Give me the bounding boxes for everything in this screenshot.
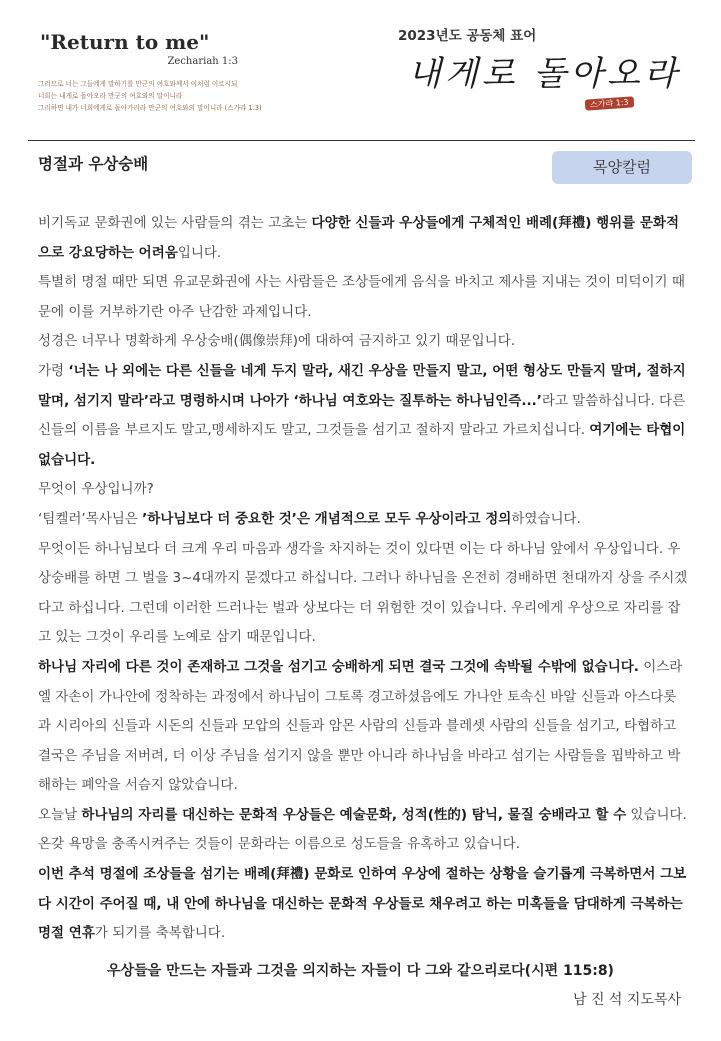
- column-badge: 목양칼럼: [552, 151, 692, 184]
- verse-reference: Zechariah 1:3: [167, 56, 238, 67]
- body-text: 있습니다. 온갖 욕망을 충족시켜주는 것들이 문화라는 이름으로 성도들을 유혹하고 있습니다.: [38, 806, 687, 853]
- emphasized-text: 여기에는 타협이 없습니다.: [38, 422, 686, 468]
- emphasized-text: ’하나님보다 더 중요한 것’은 개념적으로 모두 우상이라고 정의: [142, 510, 512, 527]
- motto-label: 2023년도 공동체 표어: [398, 28, 537, 44]
- column-title: 명절과 우상숭배: [38, 155, 149, 173]
- body-text: 입니다.: [177, 244, 222, 261]
- calligraphy-reference-stamp: 스가랴 1:3: [585, 96, 634, 110]
- closing-scripture: 우상들을 만드는 자들과 그것을 의지하는 자들이 다 그와 같으리로다(시편 115:8): [107, 963, 614, 979]
- body-paragraph: [38, 268, 688, 327]
- emphasized-text: 다양한 신들과 우상들에게 구체적인 배례(拜禮) 행위를 문화적으로 강요당하는 어려움: [38, 215, 680, 261]
- verse-line-1: 그러므로 너는 그들에게 말하기를 만군의 여호와께서 이처럼 이르시되: [38, 80, 238, 88]
- verse-line-2: 너희는 내게로 돌아오라 만군의 여호와의 말이니라: [38, 92, 183, 100]
- body-text: 성경은 너무나 명확하게 우상숭배(偶像崇拜)에 대하여 금지하고 있기 때문입니다.: [38, 333, 516, 350]
- body-text: 가 되기를 축복합니다.: [94, 925, 226, 942]
- verse-line-3: 그리하면 내가 너희에게로 돌아가리라 만군의 여호와의 말이니라 (스가랴 1:3): [38, 104, 262, 112]
- calligraphy-motto: 내게로 돌아오라: [408, 54, 681, 94]
- body-text: 무엇이든 하나님보다 더 크게 우리 마음과 생각을 차지하는 것이 있다면 이는 다 하나님 앞에서 우상입니다. 우상숭배를 하면 그 벌을 3~4대까지 묻겠다고 하십니다. 그러나 하나님을 온전히 경배하면 천대까지 상을 주시겠다고 하십니다. 그런데 이러한 드러나는 벌과 상보다는 더 위험한 것이 있습니다. 우리에게 우상으로 자리를 잡고 있는 그것이 우리를 노예로 삼기 때문입니다.: [38, 540, 688, 646]
- body-paragraph: [38, 357, 688, 475]
- author-signature: 남 진 석 지도목사: [572, 992, 681, 1008]
- body-paragraph: [38, 801, 688, 860]
- emphasized-text: 하나님의 자리를 대신하는 문화적 우상들은 예술문화, 성적(性的) 탐닉, 물질 숭배라고 할 수: [81, 806, 627, 823]
- emphasized-text: 하나님 자리에 다른 것이 존재하고 그것을 섬기고 숭배하게 되면 결국 그것에 속박될 수밖에 없습니다.: [38, 658, 639, 675]
- body-paragraph: [38, 209, 688, 268]
- body-text: ‘팀켈러’목사님은: [38, 510, 143, 527]
- column-body: [38, 209, 688, 949]
- body-paragraph: [38, 475, 688, 505]
- body-text: 이스라엘 자손이 가나안에 정착하는 과정에서 하나님이 그토록 경고하셨음에도 가나안 토속신 바알 신들과 아스다롯과 시리아의 신들과 시돈의 신들과 모압의 신들과 암몬 사람의 신들과 블레셋 사람의 신들을 섬기고, 타협하고 결국은 주님을 저버려, 더 이상 주님을 섬기지 않을 뿐만 아니라 하나님을 바라고 섬기는 사람들을 핍박하고 박해하는 폐악을 서슴지 않았습니다.: [38, 658, 683, 794]
- emphasized-text: ‘너는 나 외에는 다른 신들을 네게 두지 말라, 새긴 우상을 만들지 말고, 어떤 형상도 만들지 말며, 절하지 말며, 섬기지 말라’라고 명령하시며 나아가 ‘하나님 여호와는 질투하는 하나님인즉...’: [38, 362, 686, 409]
- body-paragraph: [38, 535, 688, 653]
- header-divider: [28, 140, 695, 141]
- english-title: "Return to me": [40, 30, 210, 54]
- body-text: 하였습니다.: [511, 510, 581, 527]
- body-paragraph: [38, 327, 688, 357]
- body-text: 무엇이 우상입니까?: [38, 481, 154, 498]
- body-text: 라고 말씀하십니다. 다른 신들의 이름을 부르지도 말고,맹세하지도 말고, 그것들을 섬기고 절하지 말라고 가르치십니다.: [38, 392, 686, 439]
- body-text: 오늘날: [38, 806, 82, 823]
- header: [0, 0, 721, 140]
- body-paragraph: [38, 653, 688, 801]
- body-paragraph: [38, 860, 688, 949]
- body-text: 특별히 명절 때만 되면 유교문화권에 사는 사람들은 조상들에게 음식을 바치고 제사를 지내는 것이 미덕이기 때문에 이를 거부하기란 아주 난감한 과제입니다.: [38, 274, 685, 320]
- body-text: 비기독교 문화권에 있는 사람들의 겪는 고초는: [38, 215, 312, 231]
- body-text: 가령: [38, 362, 69, 379]
- emphasized-text: 이번 추석 명절에 조상들을 섬기는 배례(拜禮) 문화로 인하여 우상에 절하는 상황을 슬기롭게 극복하면서 그보다 시간이 주어질 때, 내 안에 하나님을 대신하는 문화적 우상들로 채우려고 하는 미혹들을 담대하게 극복하는 명절 연휴: [38, 866, 687, 942]
- body-paragraph: [38, 505, 688, 535]
